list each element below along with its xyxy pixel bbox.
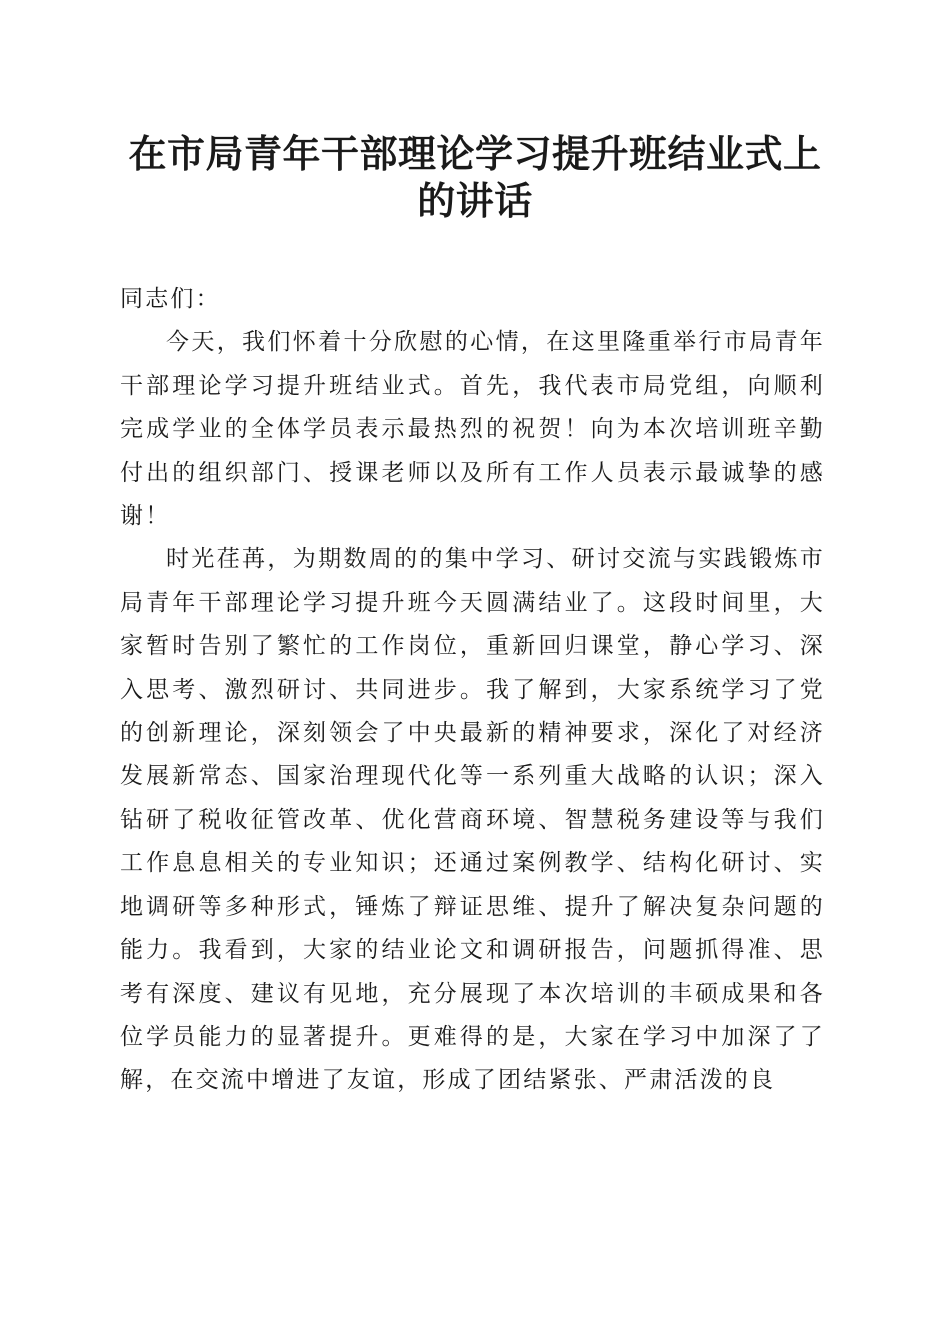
paragraph: 时光荏苒，为期数周的的集中学习、研讨交流与实践锻炼市局青年干部理论学习提升班今天圆满结业了。这段时间里，大家暂时告别了繁忙的工作岗位，重新回归课堂，静心学习、深入思考、激烈研讨、共同进步。我了解到，大家系统学习了党的创新理论，深刻领会了中央最新的精神要求，深化了对经济发展新常态、国家治理现代化等一系列重大战略的认识；深入钻研了税收征管改革、优化营商环境、智慧税务建设等与我们工作息息相关的专业知识；还通过案例教学、结构化研讨、实地调研等多种形式，锤炼了辩证思维、提升了解决复杂问题的能力。我看到，大家的结业论文和调研报告，问题抓得准、思考有深度、建议有见地，充分展现了本次培训的丰硕成果和各位学员能力的显著提升。更难得的是，大家在学习中加深了了解，在交流中增进了友谊，形成了团结紧张、严肃活泼的良: [120, 546, 825, 1094]
document-body: [120, 278, 825, 1103]
salutation: 同志们：: [120, 286, 221, 312]
paragraph: 今天，我们怀着十分欣慰的心情，在这里隆重举行市局青年干部理论学习提升班结业式。首先，我代表市局党组，向顺利完成学业的全体学员表示最热烈的祝贺！向为本次培训班辛勤付出的组织部门、授课老师以及所有工作人员表示最诚挚的感谢！: [120, 329, 825, 530]
document-title: 在市局青年干部理论学习提升班结业式上的讲话: [128, 131, 822, 223]
